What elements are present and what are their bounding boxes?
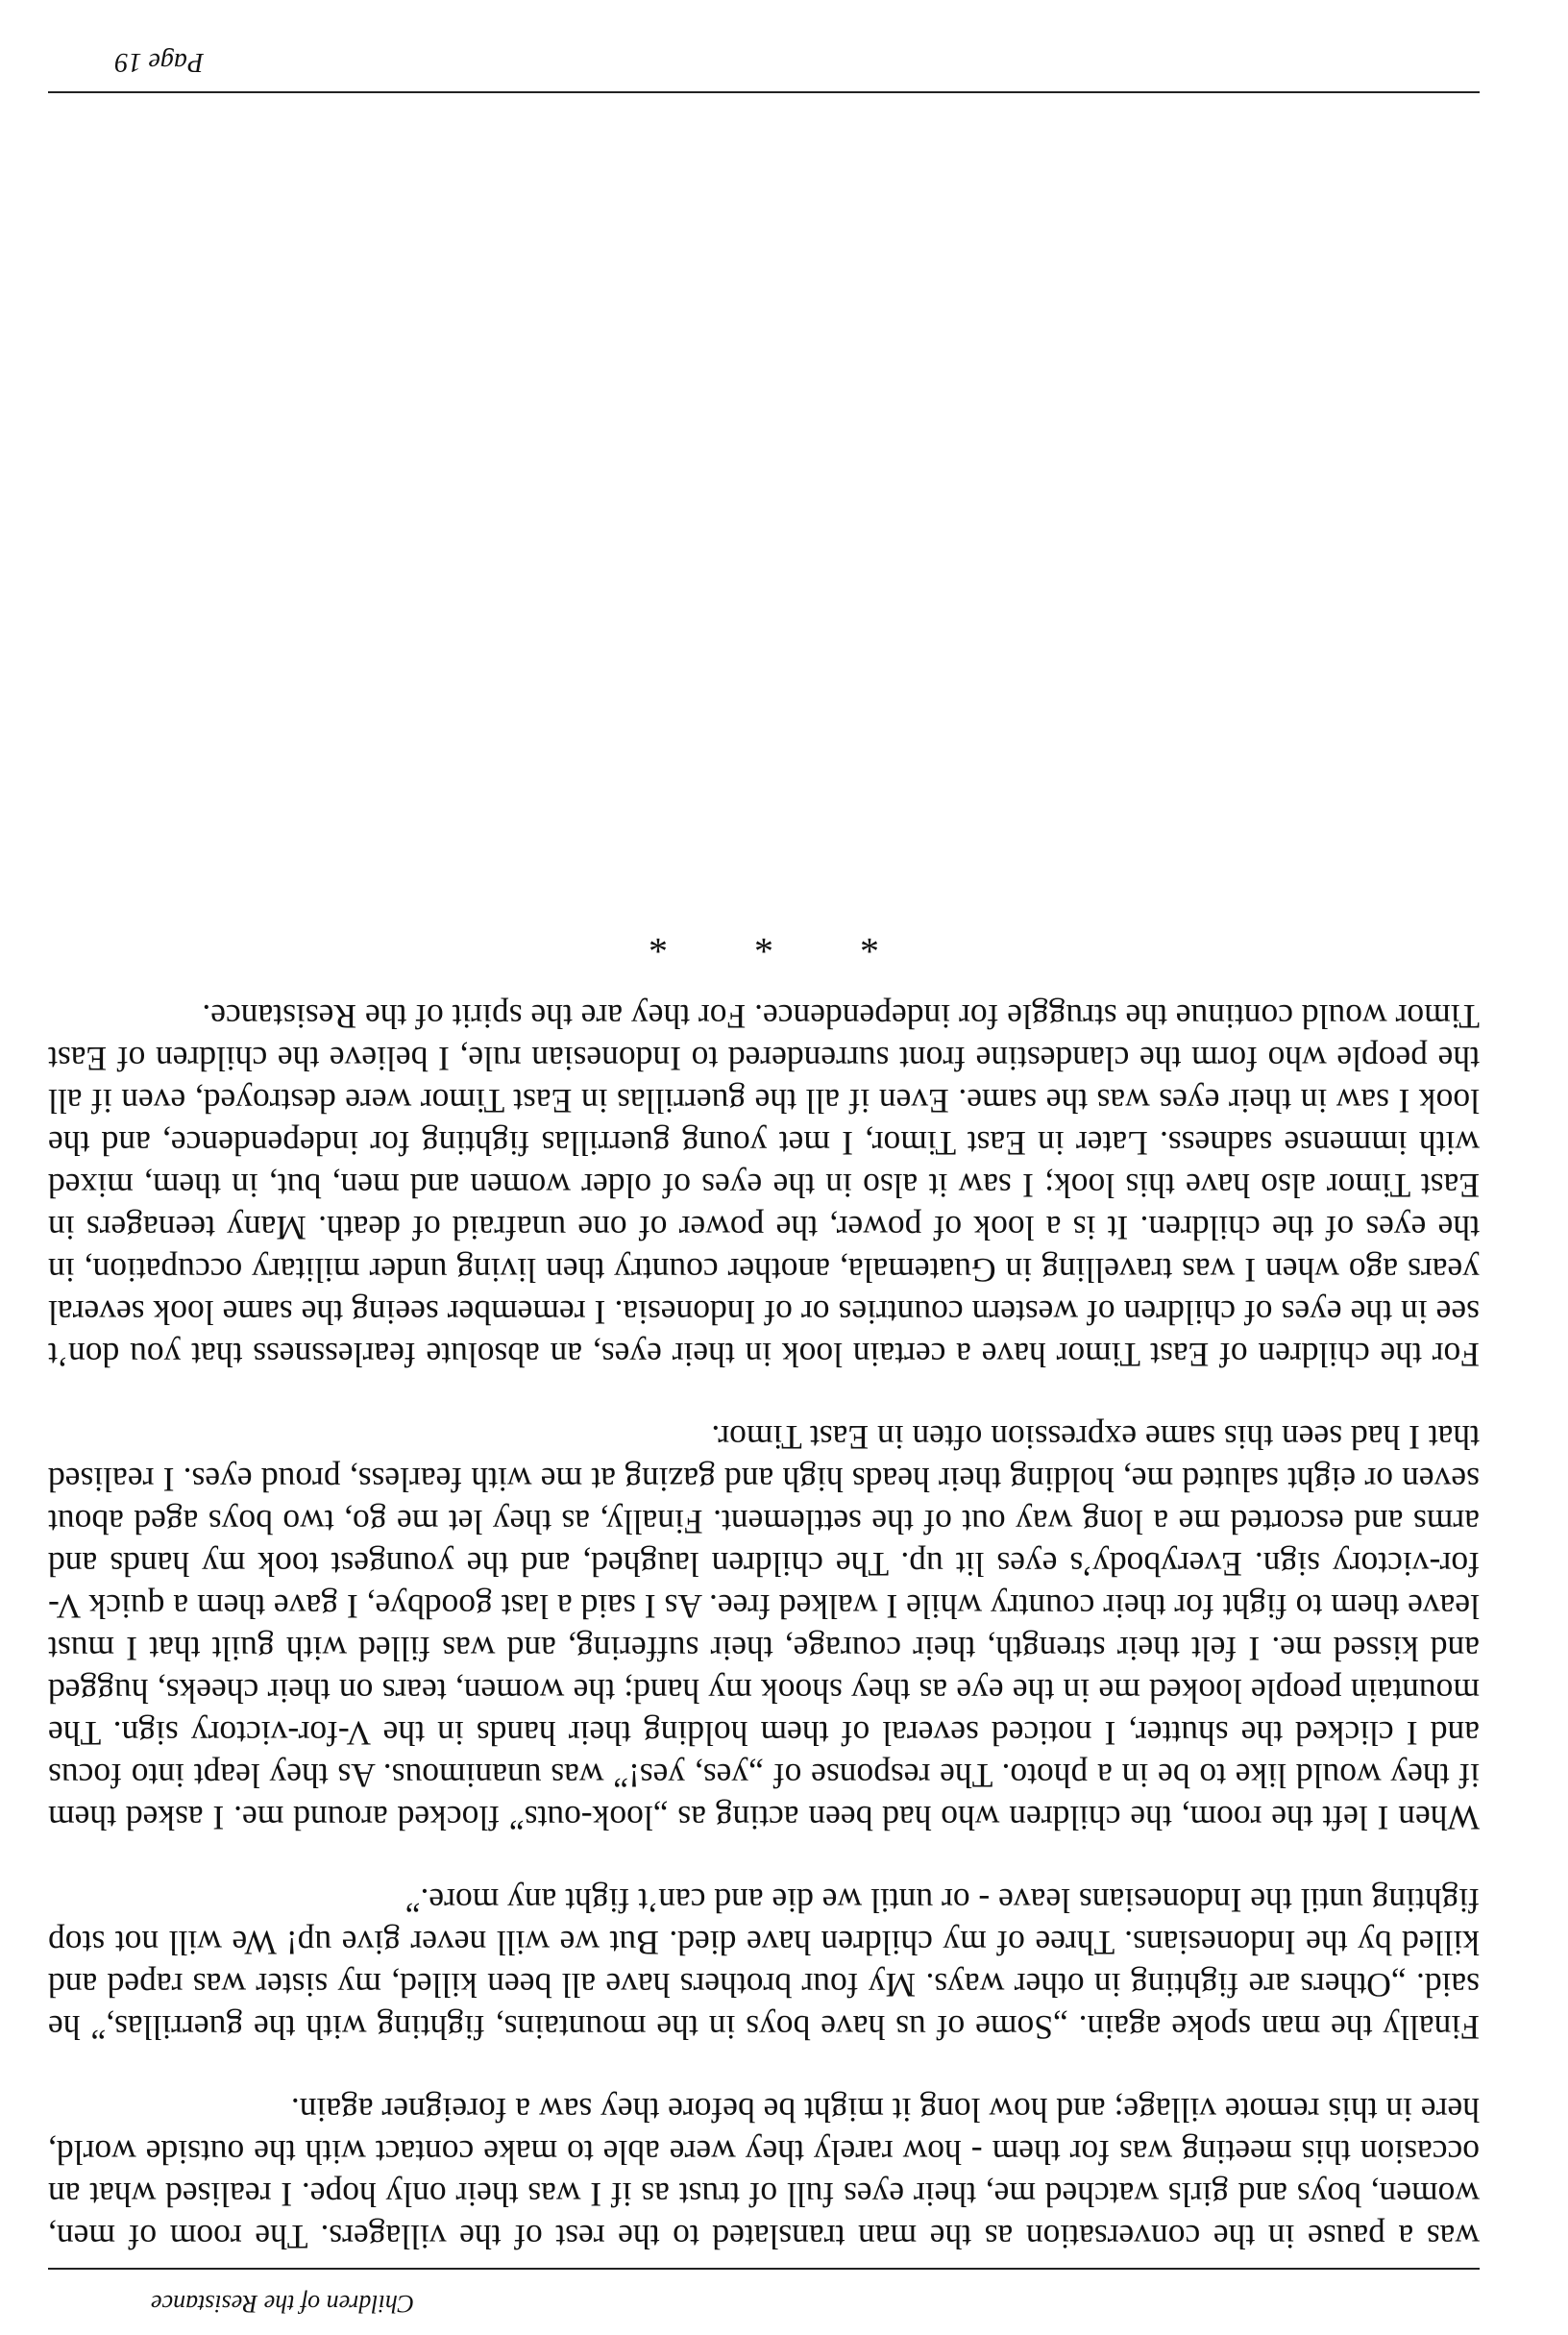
- body-text: [48, 919, 1480, 2258]
- footer-rule: [48, 91, 1480, 93]
- paragraph: When I left the room, the children who had been acting as „look-outs” flocked around me. I asked them if they would like to be in a photo. The response of „yes, yes!” was unanimous. As they leapt into focus and I clicked the shutter, I noticed several of them holding their hands in the V-for-victory sign. The mountain people looked me in the eye as they shook my hand; the women, tears on their cheeks, hugged and kissed me. I felt their strength, their courage, their suffering, and was filled with guilt that I must leave them to fight for their country while I walked free. As I said a last goodbye, I gave them a quick V-for-victory sign. Everybody’s eyes lit up. The children laughed, and the youngest took my hands and arms and escorted me a long way out of the settlement. Finally, as they let me go, two boys aged about seven or eight saluted me, holding their heads high and gazing at me with fearless, proud eyes. I realised that I had seen this same expression often in East Timor.: [48, 1418, 1480, 1837]
- paragraph: Finally the man spoke again. „Some of us have boys in the mountains, fighting with the guerrillas,” he said. „Others are fighting in other ways. My four brothers have all been killed, my sister was raped and killed by the Indonesians. Three of my children have died. But we will never give up! We will not stop fighting until the Indonesians leave - or until we die and can’t fight any more.”: [48, 1881, 1480, 2047]
- page-number: Page 19: [114, 47, 204, 77]
- running-head: Children of the Resistance: [151, 2290, 415, 2318]
- header-rule: [48, 2268, 1480, 2270]
- paragraph: was a pause in the conversation as the man translated to the rest of the villagers. The room of men, women, boys and girls watched me, their eyes full of trust as if I was their only hope. I realised what an occasion this meeting was for them - how rarely they were able to make contact with the outside world, here in this remote village; and how long it might be before they saw a foreigner again.: [48, 2091, 1480, 2256]
- section-separator: * * *: [610, 919, 879, 962]
- paragraph: For the children of East Timor have a certain look in their eyes, an absolute fearlessness that you don’t see in the eyes of children of western countries or of Indonesia. I remember seeing the same look several years ago when I was travelling in Guatemala, another country then living under military occupation, in the eyes of the children. It is a look of power, the power of one unafraid of death. Many teenagers in East Timor also have this look; I saw it also in the eyes of older women and men, but, in them, mixed with immense sadness. Later in East Timor, I met young guerrillas fighting for independence, and the look I saw in their eyes was the same. Even if all the guerrillas in East Timor were destroyed, even if all the people who form the clandestine front surrendered to Indonesian rule, I believe the children of East Timor would continue the struggle for independence. For they are the spirit of the Resistance.: [48, 997, 1480, 1374]
